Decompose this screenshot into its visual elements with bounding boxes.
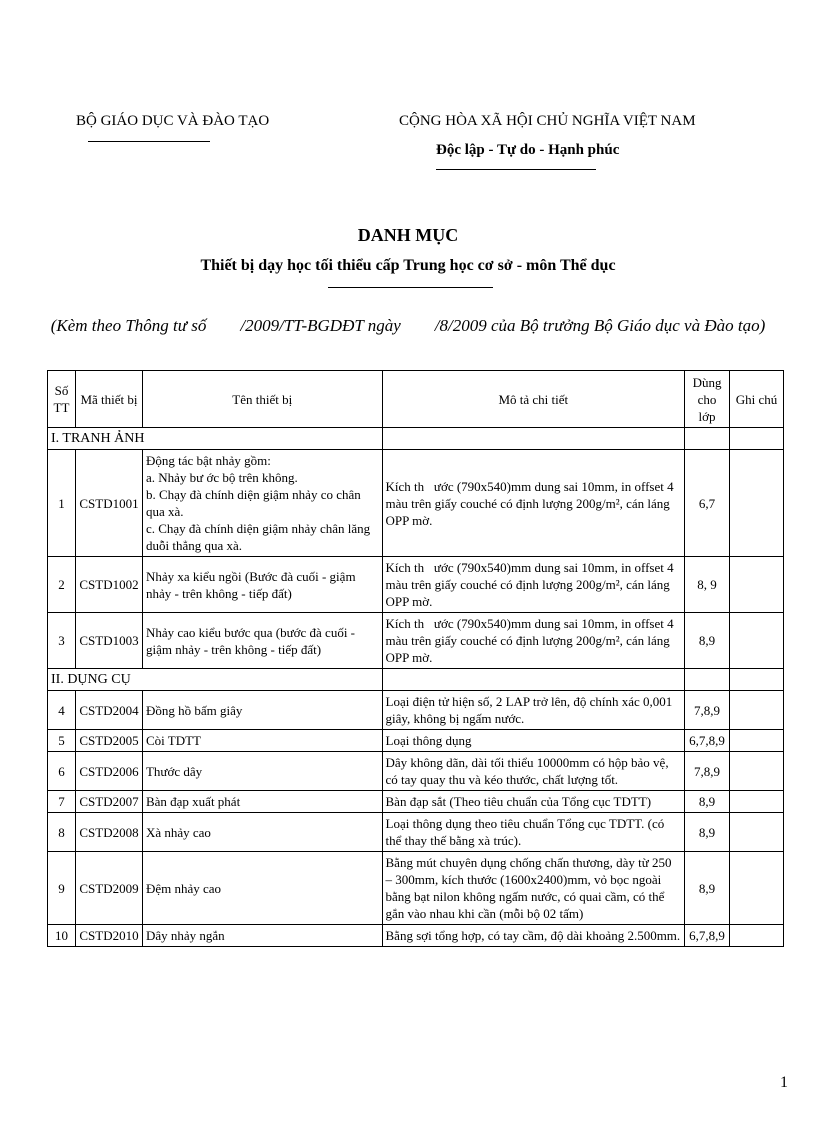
page-number: 1 xyxy=(780,1074,788,1091)
cell-desc: Dây không dãn, dài tối thiểu 10000mm có hộp bảo vệ, có tay quay thu và kéo thước, chất lượng tốt. xyxy=(382,752,685,791)
subtitle-underline xyxy=(328,287,493,288)
cell-desc: Loại điện tử hiện số, 2 LAP trở lên, độ chính xác 0,001 giây, không bị ngấm nước. xyxy=(382,691,685,730)
header-stt-line2: TT xyxy=(53,400,70,415)
table-row xyxy=(48,613,784,669)
cell-stt: 3 xyxy=(48,613,76,669)
cell-grade: 8,9 xyxy=(685,791,730,813)
cell-note xyxy=(730,691,784,730)
cell-desc: Bằng sợi tổng hợp, có tay cầm, độ dài khoảng 2.500mm. xyxy=(382,925,685,947)
cell-note xyxy=(730,752,784,791)
cell-grade: 7,8,9 xyxy=(685,752,730,791)
cell-code: CSTD2004 xyxy=(75,691,142,730)
cell-name: Dây nhảy ngắn xyxy=(142,925,382,947)
header-grade xyxy=(685,371,730,428)
cell-note xyxy=(730,730,784,752)
cell-stt: 7 xyxy=(48,791,76,813)
cell-desc: Kích th ước (790x540)mm dung sai 10mm, in offset 4 màu trên giấy couché có định lượng 200g/m², cán láng OPP mờ. xyxy=(382,613,685,669)
section-row xyxy=(48,669,784,691)
section-empty-cell xyxy=(730,428,784,450)
cell-grade: 6,7,8,9 xyxy=(685,925,730,947)
header-stt-line1: Số xyxy=(54,383,69,398)
table-row xyxy=(48,730,784,752)
cell-stt: 9 xyxy=(48,852,76,925)
motto: Độc lập - Tự do - Hạnh phúc xyxy=(436,142,620,158)
header-grade-line2: cho lớp xyxy=(697,391,717,424)
cell-desc: Bàn đạp sắt (Theo tiêu chuẩn của Tổng cục TDTT) xyxy=(382,791,685,813)
header-code: Mã thiết bị xyxy=(75,371,142,428)
cell-note xyxy=(730,450,784,557)
cell-note xyxy=(730,613,784,669)
section-row xyxy=(48,428,784,450)
section-title: I. TRANH ẢNH xyxy=(48,428,383,450)
motto-underline xyxy=(436,169,596,170)
cell-code: CSTD2006 xyxy=(75,752,142,791)
cell-code: CSTD1003 xyxy=(75,613,142,669)
cell-name: Còi TDTT xyxy=(142,730,382,752)
cell-note xyxy=(730,852,784,925)
ministry-underline xyxy=(88,141,210,142)
cell-grade: 6,7 xyxy=(685,450,730,557)
cell-note xyxy=(730,557,784,613)
cell-name: Nhảy xa kiểu ngồi (Bước đà cuối - giậm nhảy - trên không - tiếp đất) xyxy=(142,557,382,613)
table-row xyxy=(48,925,784,947)
header-desc: Mô tả chi tiết xyxy=(382,371,685,428)
cell-name: Xà nhảy cao xyxy=(142,813,382,852)
cell-grade: 8, 9 xyxy=(685,557,730,613)
cell-stt: 1 xyxy=(48,450,76,557)
cell-name: Đệm nhảy cao xyxy=(142,852,382,925)
document-subtitle: Thiết bị dạy học tối thiểu cấp Trung học cơ sở - môn Thể dục xyxy=(200,257,616,274)
cell-stt: 6 xyxy=(48,752,76,791)
table-row xyxy=(48,557,784,613)
cell-code: CSTD2009 xyxy=(75,852,142,925)
section-empty-cell xyxy=(382,669,685,691)
cell-name: Nhảy cao kiểu bước qua (bước đà cuối - giậm nhảy - trên không - tiếp đất) xyxy=(142,613,382,669)
cell-grade: 8,9 xyxy=(685,852,730,925)
table-header-row xyxy=(48,371,784,428)
cell-desc: Bằng mút chuyên dụng chống chấn thương, dày từ 250 – 300mm, kích thước (1600x2400)mm, vỏ bọc ngoài bằng bạt nilon không ngấm nước, có quai cầm, có thể gắn vào nhau khi cần (mỗi bộ 02 tấm) xyxy=(382,852,685,925)
header-grade-line1: Dùng xyxy=(692,374,722,390)
cell-code: CSTD1002 xyxy=(75,557,142,613)
document-title: DANH MỤC xyxy=(357,225,459,245)
reference-note: (Kèm theo Thông tư số /2009/TT-BGDĐT ngày /8/2009 của Bộ trưởng Bộ Giáo dục và Đào tạo) xyxy=(50,316,766,335)
table-row xyxy=(48,852,784,925)
cell-name: Động tác bật nhảy gồm: a. Nhảy bư ớc bộ trên không. b. Chạy đà chính diện giậm nhảy co chân qua xà. c. Chạy đà chính diện giậm nhảy chân lăng duỗi thẳng qua xà. xyxy=(142,450,382,557)
header-stt xyxy=(48,371,76,428)
table-body xyxy=(48,428,784,947)
cell-grade: 8,9 xyxy=(685,613,730,669)
section-empty-cell xyxy=(685,669,730,691)
cell-code: CSTD2007 xyxy=(75,791,142,813)
header-name: Tên thiết bị xyxy=(142,371,382,428)
republic-name: CỘNG HÒA XÃ HỘI CHỦ NGHĨA VIỆT NAM xyxy=(399,113,696,129)
section-empty-cell xyxy=(685,428,730,450)
cell-desc: Loại thông dụng theo tiêu chuẩn Tổng cục TDTT. (có thể thay thế bằng xà trúc). xyxy=(382,813,685,852)
table-row xyxy=(48,752,784,791)
cell-note xyxy=(730,813,784,852)
section-title: II. DỤNG CỤ xyxy=(48,669,383,691)
cell-desc: Loại thông dụng xyxy=(382,730,685,752)
cell-grade: 8,9 xyxy=(685,813,730,852)
ministry-name: BỘ GIÁO DỤC VÀ ĐÀO TẠO xyxy=(76,113,270,129)
cell-desc: Kích th ước (790x540)mm dung sai 10mm, in offset 4 màu trên giấy couché có định lượng 200g/m², cán láng OPP mờ. xyxy=(382,557,685,613)
cell-stt: 4 xyxy=(48,691,76,730)
cell-code: CSTD1001 xyxy=(75,450,142,557)
table-row xyxy=(48,791,784,813)
cell-name: Đồng hồ bấm giây xyxy=(142,691,382,730)
section-empty-cell xyxy=(730,669,784,691)
cell-desc: Kích th ước (790x540)mm dung sai 10mm, in offset 4 màu trên giấy couché có định lượng 200g/m², cán láng OPP mờ. xyxy=(382,450,685,557)
cell-stt: 10 xyxy=(48,925,76,947)
cell-grade: 6,7,8,9 xyxy=(685,730,730,752)
cell-note xyxy=(730,791,784,813)
cell-stt: 2 xyxy=(48,557,76,613)
cell-code: CSTD2008 xyxy=(75,813,142,852)
cell-name: Thước dây xyxy=(142,752,382,791)
equipment-table xyxy=(47,370,784,947)
table-row xyxy=(48,691,784,730)
cell-code: CSTD2010 xyxy=(75,925,142,947)
cell-stt: 5 xyxy=(48,730,76,752)
table-row xyxy=(48,813,784,852)
cell-code: CSTD2005 xyxy=(75,730,142,752)
cell-grade: 7,8,9 xyxy=(685,691,730,730)
cell-name: Bàn đạp xuất phát xyxy=(142,791,382,813)
cell-stt: 8 xyxy=(48,813,76,852)
table-row xyxy=(48,450,784,557)
cell-note xyxy=(730,925,784,947)
header-note: Ghi chú xyxy=(730,371,784,428)
section-empty-cell xyxy=(382,428,685,450)
